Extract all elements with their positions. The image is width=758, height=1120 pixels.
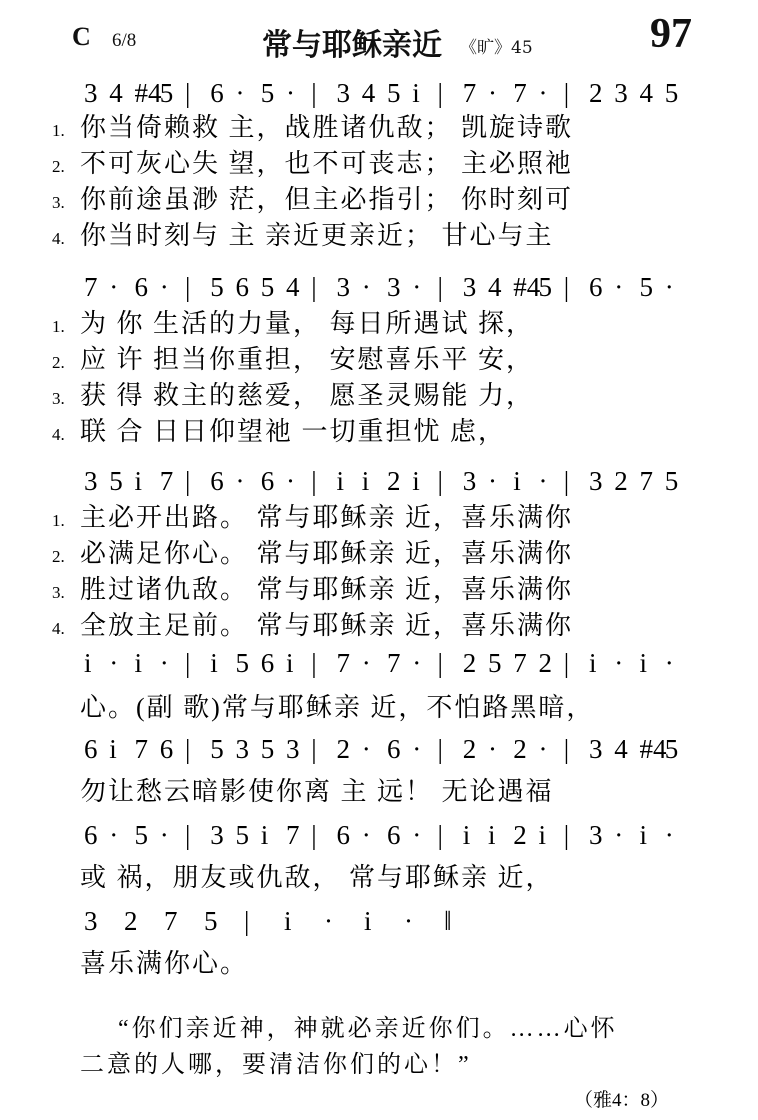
note: i xyxy=(336,466,345,496)
note: · xyxy=(412,820,422,850)
note: 4 xyxy=(614,734,628,764)
hymn-source: 《旷》45 xyxy=(460,38,533,58)
lyric-line: 应 许 担当你重担， 安慰喜乐平 安， xyxy=(80,345,535,374)
note: · xyxy=(109,272,119,302)
note: 4 xyxy=(488,272,502,302)
note: 2 xyxy=(614,466,628,496)
barline: | xyxy=(185,272,191,302)
barline: | xyxy=(311,466,317,496)
note: 5 xyxy=(639,272,653,302)
note: 6 xyxy=(235,272,249,302)
note: · xyxy=(235,466,245,496)
note: 3 xyxy=(614,78,628,108)
barline: | xyxy=(563,820,570,850)
note: 6 xyxy=(387,734,401,764)
note: 5 xyxy=(204,906,218,936)
lyric-line: 全放主足前。 常与耶稣亲 近，喜乐满你 xyxy=(80,611,574,640)
note: 3 xyxy=(84,466,98,496)
lyric-line: 你当时刻与 主 亲近更亲近； 甘心与主 xyxy=(80,221,554,250)
note: 5 xyxy=(260,734,275,764)
note: 3 xyxy=(589,820,603,850)
note: · xyxy=(614,648,624,678)
barline: | xyxy=(185,466,191,496)
note: · xyxy=(361,734,371,764)
note: i xyxy=(284,906,292,936)
note: i xyxy=(538,820,547,850)
note: · xyxy=(412,272,422,302)
note: · xyxy=(361,820,371,850)
note: 7 xyxy=(159,466,174,496)
verse-number: 3. xyxy=(52,583,65,602)
note: i xyxy=(412,78,420,108)
note: · xyxy=(324,906,333,936)
note: 3 xyxy=(589,466,603,496)
note: · xyxy=(664,272,674,302)
note: 7 xyxy=(639,466,653,496)
lyric-line: 或 祸，朋友或仇敌， 常与耶稣亲 近， xyxy=(80,863,554,892)
note: i xyxy=(361,466,370,496)
note: 2 xyxy=(387,466,401,496)
note: 5 xyxy=(210,272,224,302)
barline: | xyxy=(185,734,191,764)
note: 5 xyxy=(235,648,249,678)
note: · xyxy=(488,78,497,108)
note: 6 xyxy=(84,734,98,764)
note: · xyxy=(614,272,624,302)
note: · xyxy=(488,466,497,496)
note: · xyxy=(538,734,548,764)
note: i xyxy=(260,820,269,850)
barline: | xyxy=(311,734,317,764)
note: #4 xyxy=(513,272,541,302)
barline: | xyxy=(437,272,443,302)
note: · xyxy=(361,272,371,302)
barline: | xyxy=(437,466,443,496)
note: 5 xyxy=(538,272,552,302)
note: 7 xyxy=(336,648,350,678)
verse-number: 4. xyxy=(52,425,65,444)
lyric-line: 你当倚赖救 主，战胜诸仇敌； 凯旋诗歌 xyxy=(80,113,574,142)
note: 3 xyxy=(462,466,477,496)
note: 5 xyxy=(488,648,502,678)
note: 5 xyxy=(664,466,679,496)
note: · xyxy=(159,820,169,850)
lyric-line: 联 合 日日仰望祂 一切重担忧 虑， xyxy=(80,417,507,446)
barline: | xyxy=(185,648,191,678)
note: 5 xyxy=(387,78,401,108)
hymn-title: 常与耶稣亲近 xyxy=(262,28,442,63)
note: 4 xyxy=(286,272,300,302)
note: i xyxy=(639,648,648,678)
note: 3 xyxy=(235,734,249,764)
lyrics-layer xyxy=(52,113,669,1111)
note: · xyxy=(538,466,548,496)
scripture-quote-line-2: 二意的人哪，要清洁你们的心！” xyxy=(80,1052,472,1078)
note: 7 xyxy=(462,78,477,108)
lyric-line: 主必开出路。 常与耶稣亲 近，喜乐满你 xyxy=(80,503,574,532)
barline: | xyxy=(563,648,570,678)
time-signature: 6/8 xyxy=(112,30,137,51)
note: 7 xyxy=(387,648,401,678)
barline: | xyxy=(563,466,570,496)
note: 3 xyxy=(336,272,350,302)
note: 5 xyxy=(134,820,148,850)
note: 5 xyxy=(260,78,275,108)
verse-number: 4. xyxy=(52,229,65,248)
note: i xyxy=(210,648,218,678)
barline: | xyxy=(437,734,443,764)
note: i xyxy=(109,734,117,764)
note: 6 xyxy=(210,466,224,496)
note: 2 xyxy=(589,78,603,108)
lyric-line: 心。(副 歌)常与耶稣亲 近，不怕路黑暗， xyxy=(80,693,595,722)
note: 6 xyxy=(260,466,275,496)
note: 6 xyxy=(84,820,98,850)
verse-number: 3. xyxy=(52,193,65,212)
verse-number: 1. xyxy=(52,121,65,140)
note: i xyxy=(488,820,496,850)
verse-number: 1. xyxy=(52,511,65,530)
note: · xyxy=(664,648,674,678)
verse-number: 2. xyxy=(52,547,65,566)
note: 5 xyxy=(159,78,174,108)
barline: | xyxy=(311,272,317,302)
note: 2 xyxy=(462,648,477,678)
note: 3 xyxy=(84,78,98,108)
note: · xyxy=(412,734,422,764)
barline: | xyxy=(244,906,250,936)
barline: | xyxy=(563,272,570,302)
note: · xyxy=(538,78,548,108)
note: 7 xyxy=(134,734,148,764)
lyric-line: 必满足你心。 常与耶稣亲 近，喜乐满你 xyxy=(80,539,574,568)
note: i xyxy=(84,648,92,678)
barline: | xyxy=(185,820,191,850)
note: 2 xyxy=(513,820,527,850)
note: · xyxy=(286,78,295,108)
barline: | xyxy=(311,648,317,678)
verse-number: 1. xyxy=(52,317,65,336)
note: 6 xyxy=(159,734,174,764)
note: 2 xyxy=(513,734,527,764)
note: i xyxy=(134,466,143,496)
lyric-line: 胜过诸仇敌。 常与耶稣亲 近，喜乐满你 xyxy=(80,575,574,604)
verse-number: 3. xyxy=(52,389,65,408)
note: 7 xyxy=(164,906,178,936)
note: 2 xyxy=(124,906,138,936)
lyric-line: 为 你 生活的力量， 每日所遇试 探， xyxy=(80,309,535,338)
note: · xyxy=(664,820,674,850)
note: i xyxy=(513,466,521,496)
note: · xyxy=(488,734,497,764)
barline: | xyxy=(437,648,443,678)
barline: | xyxy=(437,78,443,108)
lyric-line: 喜乐满你心。 xyxy=(80,949,249,978)
note: 7 xyxy=(286,820,300,850)
note: 3 xyxy=(462,272,477,302)
barline: | xyxy=(563,78,570,108)
note: 5 xyxy=(109,466,123,496)
note: 2 xyxy=(462,734,477,764)
note: · xyxy=(159,648,169,678)
note: 6 xyxy=(589,272,603,302)
note: 6 xyxy=(336,820,350,850)
note: #4 xyxy=(134,78,162,108)
note: 7 xyxy=(513,78,527,108)
note: i xyxy=(639,820,648,850)
note: 4 xyxy=(639,78,653,108)
barline: | xyxy=(563,734,570,764)
note: · xyxy=(614,820,624,850)
note: 5 xyxy=(260,272,275,302)
note: 6 xyxy=(210,78,224,108)
note: 3 xyxy=(336,78,350,108)
lyric-line: 获 得 救主的慈爱， 愿圣灵赐能 力， xyxy=(80,381,535,410)
note: 3 xyxy=(286,734,300,764)
note: · xyxy=(109,820,119,850)
note: i xyxy=(412,466,420,496)
note: 3 xyxy=(84,906,98,936)
note: 7 xyxy=(84,272,98,302)
note: · xyxy=(235,78,245,108)
verse-number: 2. xyxy=(52,157,65,176)
note: 7 xyxy=(513,648,527,678)
note: · xyxy=(286,466,295,496)
key-signature: C xyxy=(72,22,91,51)
note: · xyxy=(412,648,422,678)
verse-number: 4. xyxy=(52,619,65,638)
note: 5 xyxy=(664,734,679,764)
note: 2 xyxy=(336,734,350,764)
note: 5 xyxy=(210,734,224,764)
note: i xyxy=(589,648,597,678)
note: i xyxy=(286,648,294,678)
scripture-quote-line-1: “你们亲近神，神就必亲近你们。……心怀 xyxy=(118,1016,618,1042)
note: 6 xyxy=(260,648,275,678)
hymn-number: 97 xyxy=(650,11,692,57)
note: 4 xyxy=(361,78,376,108)
barline: ‖ xyxy=(444,906,452,936)
note: 3 xyxy=(589,734,603,764)
note: #4 xyxy=(639,734,667,764)
note: 6 xyxy=(387,820,401,850)
scripture-reference: （雅4：8） xyxy=(574,1090,670,1111)
verse-number: 2. xyxy=(52,353,65,372)
note: 2 xyxy=(538,648,552,678)
note: 3 xyxy=(387,272,401,302)
barline: | xyxy=(437,820,443,850)
lyric-line: 勿让愁云暗影使你离 主 远！ 无论遇福 xyxy=(80,777,554,806)
barline: | xyxy=(311,820,317,850)
note: 5 xyxy=(664,78,679,108)
note: · xyxy=(404,906,413,936)
note: i xyxy=(462,820,471,850)
note: i xyxy=(364,906,372,936)
lyric-line: 不可灰心失 望，也不可丧志； 主必照祂 xyxy=(80,149,574,178)
lyric-line: 你前途虽渺 茫，但主必指引； 你时刻可 xyxy=(80,185,574,214)
note: 4 xyxy=(109,78,123,108)
note: · xyxy=(159,272,169,302)
note: · xyxy=(361,648,371,678)
note: · xyxy=(109,648,119,678)
note: 5 xyxy=(235,820,249,850)
note: i xyxy=(134,648,143,678)
note: 3 xyxy=(210,820,224,850)
note: 6 xyxy=(134,272,148,302)
barline: | xyxy=(185,78,191,108)
barline: | xyxy=(311,78,317,108)
